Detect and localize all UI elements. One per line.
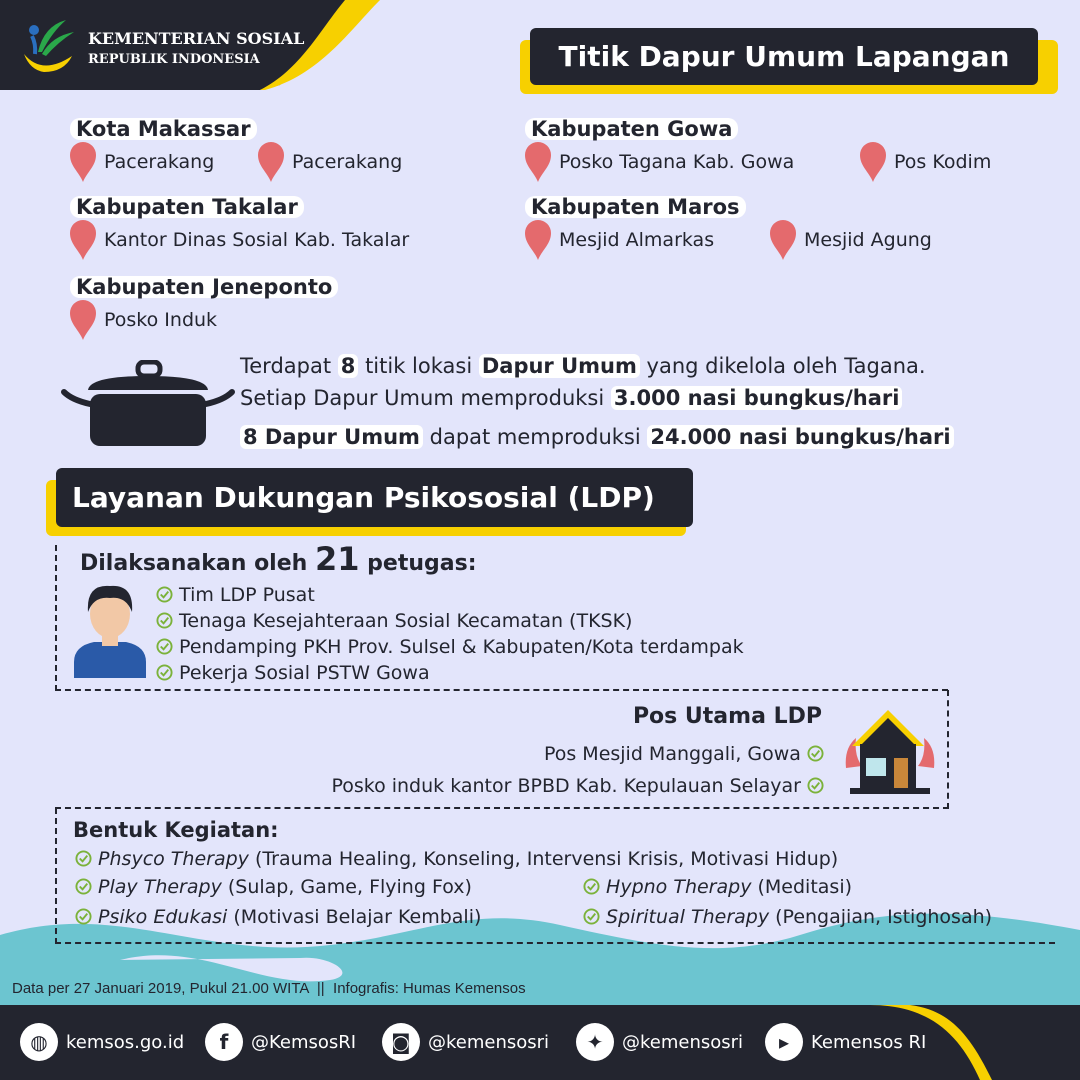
check-icon [583,878,600,895]
location-item: Pacerakang [70,142,214,182]
check-icon [75,908,92,925]
check-icon [75,878,92,895]
dapur-summary-2: Setiap Dapur Umum memproduksi 3.000 nasi bungkus/hari [240,386,902,410]
kegiatan-item: Play Therapy (Sulap, Game, Flying Fox) [75,874,472,900]
kegiatan-item: Spiritual Therapy (Pengajian, Istighosah) [583,904,992,930]
instagram-icon: ◙ [382,1023,420,1061]
map-pin-icon [70,220,96,260]
youtube-icon: ▸ [765,1023,803,1061]
check-icon [807,777,824,794]
footer-youtube[interactable]: ▸ Kemensos RI [765,1023,926,1061]
footer-facebook[interactable]: f @KemsosRI [205,1023,356,1061]
check-icon [807,745,824,762]
person-icon [74,582,146,678]
location-item: Mesjid Agung [770,220,932,260]
check-icon [156,664,173,681]
kegiatan-item: Psiko Edukasi (Motivasi Belajar Kembali) [75,904,481,930]
facebook-icon: f [205,1023,243,1061]
pos-title: Pos Utama LDP [632,704,822,729]
region-name: Kabupaten Maros [525,196,746,218]
region-name: Kabupaten Takalar [70,196,304,218]
region-name: Kabupaten Gowa [525,118,738,140]
staff-heading: Dilaksanakan oleh 21 petugas: [80,540,477,578]
globe-icon: ◍ [20,1023,58,1061]
staff-item: Tim LDP Pusat [156,582,744,608]
staff-item: Tenaga Kesejahteraan Sosial Kecamatan (TKSK) [156,608,744,634]
footer-instagram[interactable]: ◙ @kemensosri [382,1023,549,1061]
dapur-summary-1: Terdapat 8 titik lokasi Dapur Umum yang dikelola oleh Tagana. [240,354,926,378]
location-item: Posko Induk [70,300,217,340]
footer-website[interactable]: ◍ kemsos.go.id [20,1023,184,1061]
check-icon [156,612,173,629]
map-pin-icon [70,300,96,340]
org-name: KEMENTERIAN SOSIAL [88,29,305,48]
check-icon [156,638,173,655]
staff-item: Pendamping PKH Prov. Sulsel & Kabupaten/Kota terdampak [156,634,744,660]
map-pin-icon [70,142,96,182]
map-pin-icon [525,142,551,182]
check-icon [583,908,600,925]
region-name: Kota Makassar [70,118,257,140]
source-note: Data per 27 Januari 2019, Pukul 21.00 WITA || Infografis: Humas Kemensos [12,980,526,997]
map-pin-icon [525,220,551,260]
kemensos-logo-icon [22,14,77,74]
map-pin-icon [770,220,796,260]
cooking-pot-icon [60,360,235,448]
house-icon [842,708,938,796]
location-item: Kantor Dinas Sosial Kab. Takalar [70,220,409,260]
location-item: Posko Tagana Kab. Gowa [525,142,794,182]
dapur-title: Titik Dapur Umum Lapangan [530,28,1038,85]
location-item: Pos Kodim [860,142,991,182]
region-name: Kabupaten Jeneponto [70,276,338,298]
kegiatan-item: Phsyco Therapy (Trauma Healing, Konseling, Intervensi Krisis, Motivasi Hidup) [75,846,838,872]
location-item: Mesjid Almarkas [525,220,714,260]
pos-item: Posko induk kantor BPBD Kab. Kepulauan Selayar [331,770,824,802]
check-icon [75,850,92,867]
footer-twitter[interactable]: ✦ @kemensosri [576,1023,743,1061]
kegiatan-title: Bentuk Kegiatan: [73,818,279,842]
staff-item: Pekerja Sosial PSTW Gowa [156,660,744,686]
map-pin-icon [860,142,886,182]
kegiatan-item: Hypno Therapy (Meditasi) [583,874,852,900]
org-country: REPUBLIK INDONESIA [88,52,260,67]
twitter-icon: ✦ [576,1023,614,1061]
check-icon [156,586,173,603]
ldp-title: Layanan Dukungan Psikososial (LDP) [56,468,693,527]
location-item: Pacerakang [258,142,402,182]
map-pin-icon [258,142,284,182]
dapur-summary-3: 8 Dapur Umum dapat memproduksi 24.000 nasi bungkus/hari [240,425,954,449]
pos-item: Pos Mesjid Manggali, Gowa [331,738,824,770]
